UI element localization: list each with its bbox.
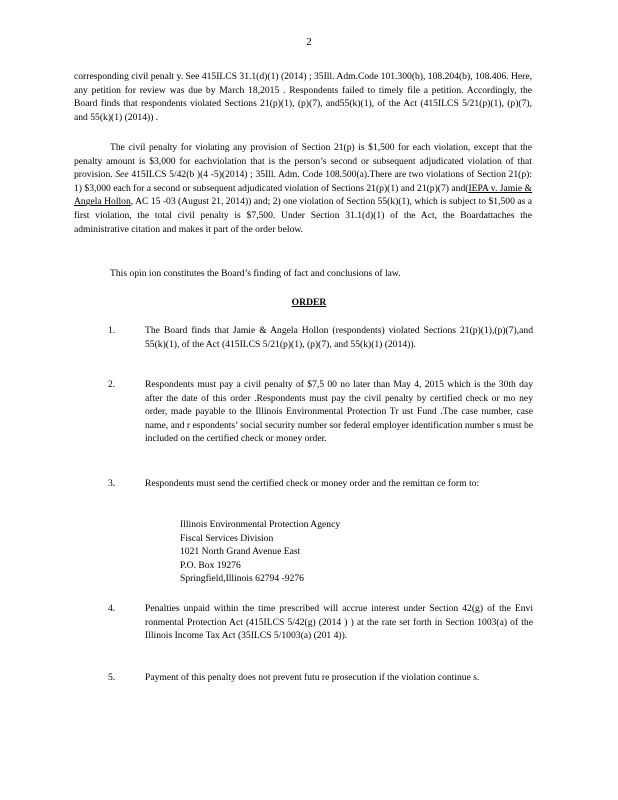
order-item-number: 2. — [108, 379, 116, 390]
case-name: IEPA v. Jamie & Angela Hollon — [74, 182, 532, 208]
civil-penalty-text-1: The civil penalty for violating any provision of Section 21(p) is $1,500 for each violation, except that the penalty amount is $3,000 for eachviolation that is the person’s second or subsequent adjudicated violation of that provision. — [74, 142, 532, 181]
order-item-text: Penalties unpaid within the time prescribed will accrue interest under Section 42(g) of the Envi ronmental Protection Act (415ILCS 5/42(g) (2014 ) ) at the rate set forth in Section 1003(a) of the Illinois Income Tax Act (35ILCS 5/1003(a) (201 4)). — [145, 603, 533, 642]
address-line-city: Springfield,Illinois 62794 -9276 — [180, 573, 304, 585]
order-item-text: The Board finds that Jamie & Angela Hollon (respondents) violated Sections 21(p)(1),(p)(7),and 55(k)(1), of the Act (415ILCS 5/21(p)(1), (p)(7), and 55(k)(1) (2014)). — [145, 325, 533, 350]
address-line-agency: Illinois Environmental Protection Agency — [180, 519, 341, 530]
address-line-street: 1021 North Grand Avenue East — [180, 546, 301, 558]
address-line-po-box: P.O. Box 19276 — [180, 559, 241, 571]
order-item-text: Respondents must pay a civil penalty of $7,5 00 no later than May 4, 2015 which is the 30th day after the date of this order .Respondents must pay the civil penalty by certified check or mo ney order, made payable to the Illinois Environmental Protection Tr ust Fund .The case number, case name, and r espondents’ social security number sor federal employer identification number s must be included on the certified check or money order. — [145, 379, 533, 445]
order-heading: ORDER — [291, 297, 327, 308]
order-item-number: 1. — [108, 325, 116, 336]
civil-penalty-text-3: , AC 15 -03 (August 21, 2014)) and; 2) one violation of Section 55(k)(1), which is subject to $1,500 as a first violation, the total civil penalty is $7,500. Under Section 31.1(d)(1) of the Act, the Boardattaches the administrative citation and makes it part of the order below. — [74, 196, 532, 235]
remittance-address — [180, 518, 340, 586]
paragraph-penalty-intro: corresponding civil penalt y. See 415ILCS 31.1(d)(1) (2014) ; 35Ill. Adm.Code 101.300(b), 108.204(b), 108.406. Here, any petition for review was due by March 18,2015 . Respondents failed to timely file a petition. Accordingly, the Board finds that respondents violated Sections 21(p)(1), (p)(7), and55(k)(1), of the Act (415ILCS 5/21(p)(1), (p)(7), and 55(k)(1) (2014)) . — [74, 71, 532, 123]
see-citation-signal: See — [115, 169, 129, 181]
order-item-number: 4. — [108, 603, 116, 614]
order-item-text: Respondents must send the certified check or money order and the remittan ce form to: — [145, 478, 480, 489]
order-item-text: Payment of this penalty does not prevent futu re prosecution if the violation continue s. — [145, 672, 480, 683]
civil-penalty-text-2: 415ILCS 5/42(b )(4 -5)(2014) ; 35Ill. Adm. Code 108.500(a).There are two violations of Section 21(p): 1) $3,000 each for a second or subsequent adjudicated violation of Sections 21(p)(1) and 21(p)(7) and( — [74, 169, 533, 194]
page-number: 2 — [306, 36, 312, 48]
paragraph-civil-penalty — [74, 141, 532, 236]
order-item-number: 5. — [108, 672, 116, 683]
address-line-division: Fiscal Services Division — [180, 532, 274, 544]
paragraph-findings: This opin ion constitutes the Board’s finding of fact and conclusions of law. — [110, 268, 401, 279]
order-item-number: 3. — [108, 478, 116, 489]
